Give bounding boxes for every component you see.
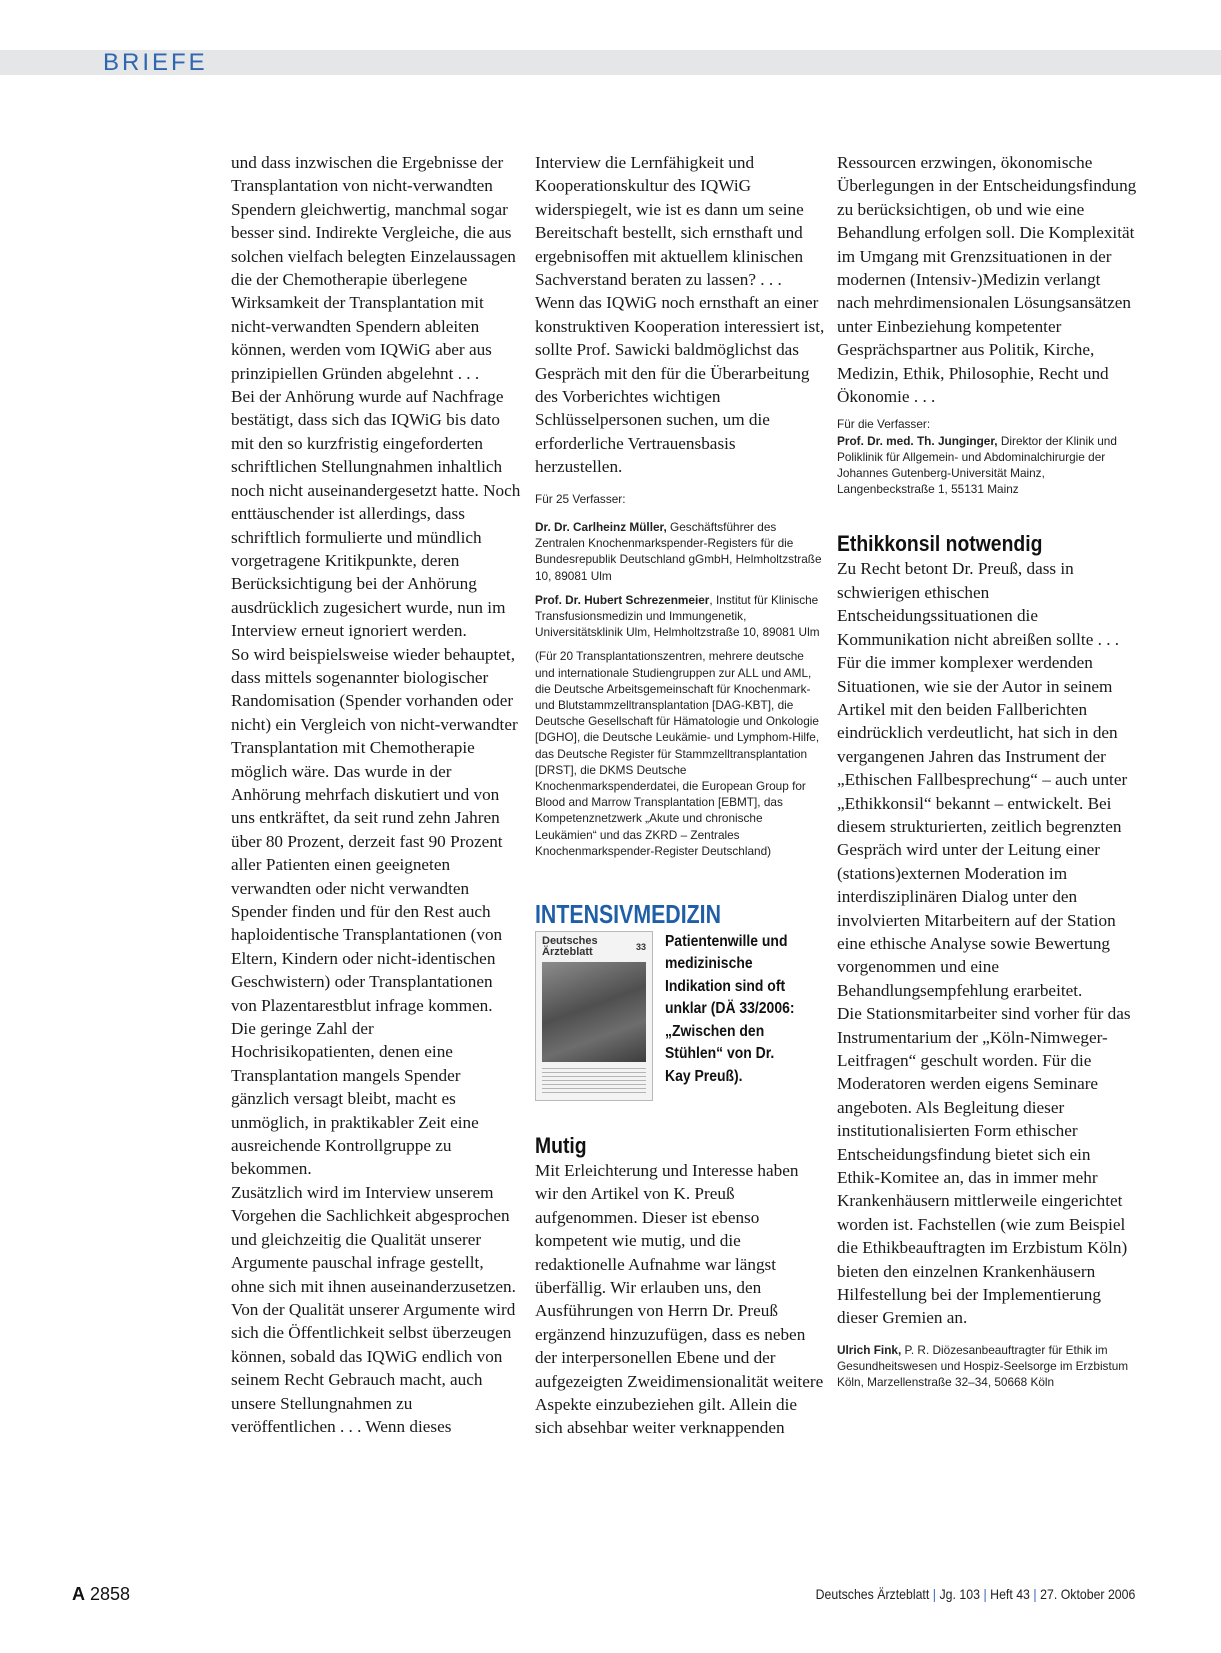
paragraph: Ressourcen erzwingen, ökonomische Überlegungen in der Entscheidungsfindung zu berücksichtigen, ob und wie eine Behandlung erfolgen soll. Die Komplexität im Umgang mit Grenzsituationen in der modernen (Intensiv-)Medizin verlangt nach mehrdimensionalen Lösungsansätzen unter Einbeziehung kompetenter Gesprächspartner aus Politik, Kirche, Medizin, Ethik, Philosophie, Recht und Ökonomie . . . (837, 153, 1137, 407)
cover-logo: Deutsches Ärzteblatt (542, 934, 598, 958)
paragraph: Zu Recht betont Dr. Preuß, dass in schwierigen ethischen Entscheidungssituationen die Kommunikation nicht abreißen sollte . . . (837, 559, 1120, 649)
author-info: P. R. Diözesanbeauftragter für Ethik im Gesundheitswesen und Hospiz-Seelsorge im Erzbistum Köln, Marzellenstraße 32–34, 50668 Köln (837, 1342, 1129, 1390)
page-number (72, 1584, 130, 1605)
rubric-heading: INTENSIVMEDIZIN (535, 898, 721, 929)
paragraph: Die Stationsmitarbeiter sind vorher für das Instrumentarium der „Köln-Nimweger-Leitfragen“ geschult worden. Für die Moderatoren werden eigens Seminare angeboten. Als Begleitung dieser institutionalisierten Form ethischer Entscheidungsfindung bietet sich ein Ethik-Komitee an, das in immer mehr Krankenhäusern mittlerweile eingerichtet worden ist. Fachstellen (wie zum Beispiel die Ethikbeauftragten im Erzbistum Köln) bieten den einzelnen Krankenhäusern Hilfestellung bei der Implementierung dieser Gremien an. (837, 1004, 1131, 1328)
author-credit (535, 592, 825, 641)
cover-issue: 33 (635, 941, 646, 952)
author-info: , Institut für Klinische Transfusionsmedizin und Immungenetik, Universitätsklinik Ulm, Helmholtzstraße 10, 89081 Ulm (535, 592, 820, 640)
paragraph: und dass inzwischen die Ergebnisse der Transplantation von nicht-verwandten Spendern gleichwertig, manchmal sogar besser sind. Indirekte Vergleiche, die aus solchen vielfach belegten Einzelaussagen die der Chemotherapie überlegene Wirksamkeit der Transplantation mit nicht-verwandten Spendern ableiten können, werden vom IQWiG aber aus prinzipiellen Gründen abgelehnt . . . (231, 153, 516, 383)
cover-text-strip (542, 1068, 646, 1094)
author-credit (837, 433, 1137, 498)
author-name: Prof. Dr. Hubert Schrezenmeier (535, 592, 710, 607)
page-prefix: A (72, 1584, 85, 1604)
letter-heading: Ethikkonsil notwendig (837, 531, 1043, 557)
author-info: Geschäftsführer des Zentralen Knochenmarkspender-Registers für die Bundesrepublik Deutschland gGmbH, Helmholtzstraße 10, 89081 Ulm (535, 519, 822, 583)
letter-heading: Mutig (535, 1132, 587, 1158)
journal-issue: Heft 43 (989, 1586, 1030, 1602)
teaser-box (535, 931, 825, 1101)
page-number-value: 2858 (90, 1584, 131, 1604)
author-name: Dr. Dr. Carlheinz Müller, (535, 519, 667, 534)
paragraph: Für die immer komplexer werdenden Situationen, wie sie der Autor in seinem Artikel mit den beiden Fallberichten eindrücklich verdeutlicht, hat sich in den vergangenen Jahren das Instrument der „Ethischen Fallbesprechung“ – auch unter „Ethikkonsil“ bekannt – entwickelt. Bei diesem strukturierten, zeitlich begrenzten Gespräch wird unter der Leitung einer (stations)externen Moderation im interdisziplinären Dialog unter den involvierten Mitarbeitern auf der Station eine ethische Analyse sowie Bewertung vorgenommen und eine Behandlungsempfehlung erarbeitet. (837, 653, 1128, 1000)
paragraph: Interview die Lernfähigkeit und Kooperationskultur des IQWiG widerspiegelt, wie ist es dann um seine Bereitschaft bestellt, sich ernsthaft und ergebnisoffen mit aktuellem klinischen Sachverstand beraten zu lassen? . . . Wenn das IQWiG noch ernsthaft an einer konstruktiven Kooperation interessiert ist, sollte Prof. Sawicki baldmöglichst das Gespräch mit den für die Überarbeitung des Vorberichtes wichtigen Schlüsselpersonen suchen, um die erforderliche Vertrauensbasis herzustellen. (535, 153, 825, 477)
column-3 (837, 151, 1137, 1391)
journal-name: Deutsches Ärzteblatt (815, 1586, 929, 1602)
teaser-text: Patientenwille und medizinische Indikation sind oft unklar (DÄ 33/2006: „Zwischen den Stühlen“ von Dr. Kay Preuß). (665, 932, 795, 1085)
group-note: (Für 20 Transplantationszentren, mehrere deutsche und internationale Studiengruppen zur ALL und AML, die Deutsche Arbeitsgemeinschaft für Knochenmark- und Blutstammzelltransplantation [DAG-KBT], die Deutsche Gesellschaft für Hämatologie und Onkologie [DGHO], die Deutsche Leukämie- und Lymphom-Hilfe, das Deutsche Register für Stammzelltransplantation [DRST], die DKMS Deutsche Knochenmarkspenderdatei, die European Group for Blood and Marrow Transplantation [EBMT], das Kompetenznetzwerk „Akute und chronische Leukämien“ und das ZKRD – Zentrales Knochenmarkspender-Register Deutschland) (535, 649, 820, 858)
author-name: Prof. Dr. med. Th. Junginger, (837, 433, 998, 448)
authors-label: Für die Verfasser: (837, 417, 931, 432)
author-credit (535, 519, 825, 584)
column-1 (231, 151, 521, 1438)
column-2 (535, 151, 825, 1440)
journal-volume: Jg. 103 (939, 1586, 980, 1602)
paragraph: Mit Erleichterung und Interesse haben wir den Artikel von K. Preuß aufgenommen. Dieser ist ebenso kompetent wie mutig, und die redaktionelle Aufnahme war längst überfällig. Wir erlauben uns, den Ausführungen von Herrn Dr. Preuß ergänzend hinzuzufügen, dass es neben der interpersonellen Ebene und der aufgezeigten Zweidimensionalität weitere Aspekte einzubeziehen gilt. Allein die sich absehbar weiter verknappenden (535, 1160, 824, 1438)
author-name: Ulrich Fink, (837, 1342, 902, 1357)
journal-date: 27. Oktober 2006 (1039, 1586, 1135, 1602)
cover-photo (542, 962, 646, 1062)
author-credit (837, 1342, 1137, 1391)
journal-footer: Deutsches Ärzteblatt | Jg. 103 | Heft 43 | 27. Oktober 2006 (815, 1586, 1135, 1602)
paragraph: So wird beispielsweise wieder behauptet, dass mittels sogenannter biologischer Randomisation (Spender vorhanden oder nicht) ein Vergleich von nicht-verwandter Transplantation mit Chemotherapie möglich wäre. Das wurde in der Anhörung mehrfach diskutiert und von uns entkräftet, da seit rund zehn Jahren über 80 Prozent, derzeit fast 90 Prozent aller Patienten einen geeigneten verwandten oder nicht verwandten Spender finden und für den Rest auch haploidentische Transplantationen (von Eltern, Kindern oder nicht-identischen Geschwistern) oder Transplantationen von Plazentarestblut infrage kommen. Die geringe Zahl der Hochrisikopatienten, denen eine Transplantation mangels Spender gänzlich versagt bleibt, macht es unmöglich, in praktikabler Zeit eine ausreichende Kontrollgruppe zu bekommen. (231, 644, 518, 1179)
section-label: BRIEFE (103, 49, 208, 76)
paragraph: Bei der Anhörung wurde auf Nachfrage bestätigt, dass sich das IQWiG bis dato mit den so kurzfristig eingeforderten schriftlichen Stellungnahmen inhaltlich noch nicht auseinandergesetzt hatte. Noch enttäuschender ist allerdings, dass schriftlich formulierte und mündlich vorgetragene Kritikpunkte, deren Berücksichtigung bei der Anhörung ausdrücklich zugesichert wurde, nun im Interview erneut ignoriert werden. (231, 387, 521, 641)
authors-label: Für 25 Verfasser: (535, 491, 626, 506)
paragraph: Zusätzlich wird im Interview unserem Vorgehen die Sachlichkeit abgesprochen und gleichzeitig die Qualität unserer Argumente pauschal infrage gestellt, ohne sich mit ihnen auseinanderzusetzen. Von der Qualität unserer Argumente wird sich die Öffentlichkeit selbst überzeugen können, sobald das IQWiG endlich von seinem Recht Gebrauch macht, auch unsere Stellungnahmen zu veröffentlichen . . . Wenn dieses (231, 1182, 516, 1436)
author-info: Direktor der Klinik und Poliklinik für Allgemein- und Abdominalchirurgie der Johannes Gutenberg-Universität Mainz, Langenbeckstraße 1, 55131 Mainz (837, 433, 1117, 497)
magazine-cover-image (535, 931, 653, 1101)
